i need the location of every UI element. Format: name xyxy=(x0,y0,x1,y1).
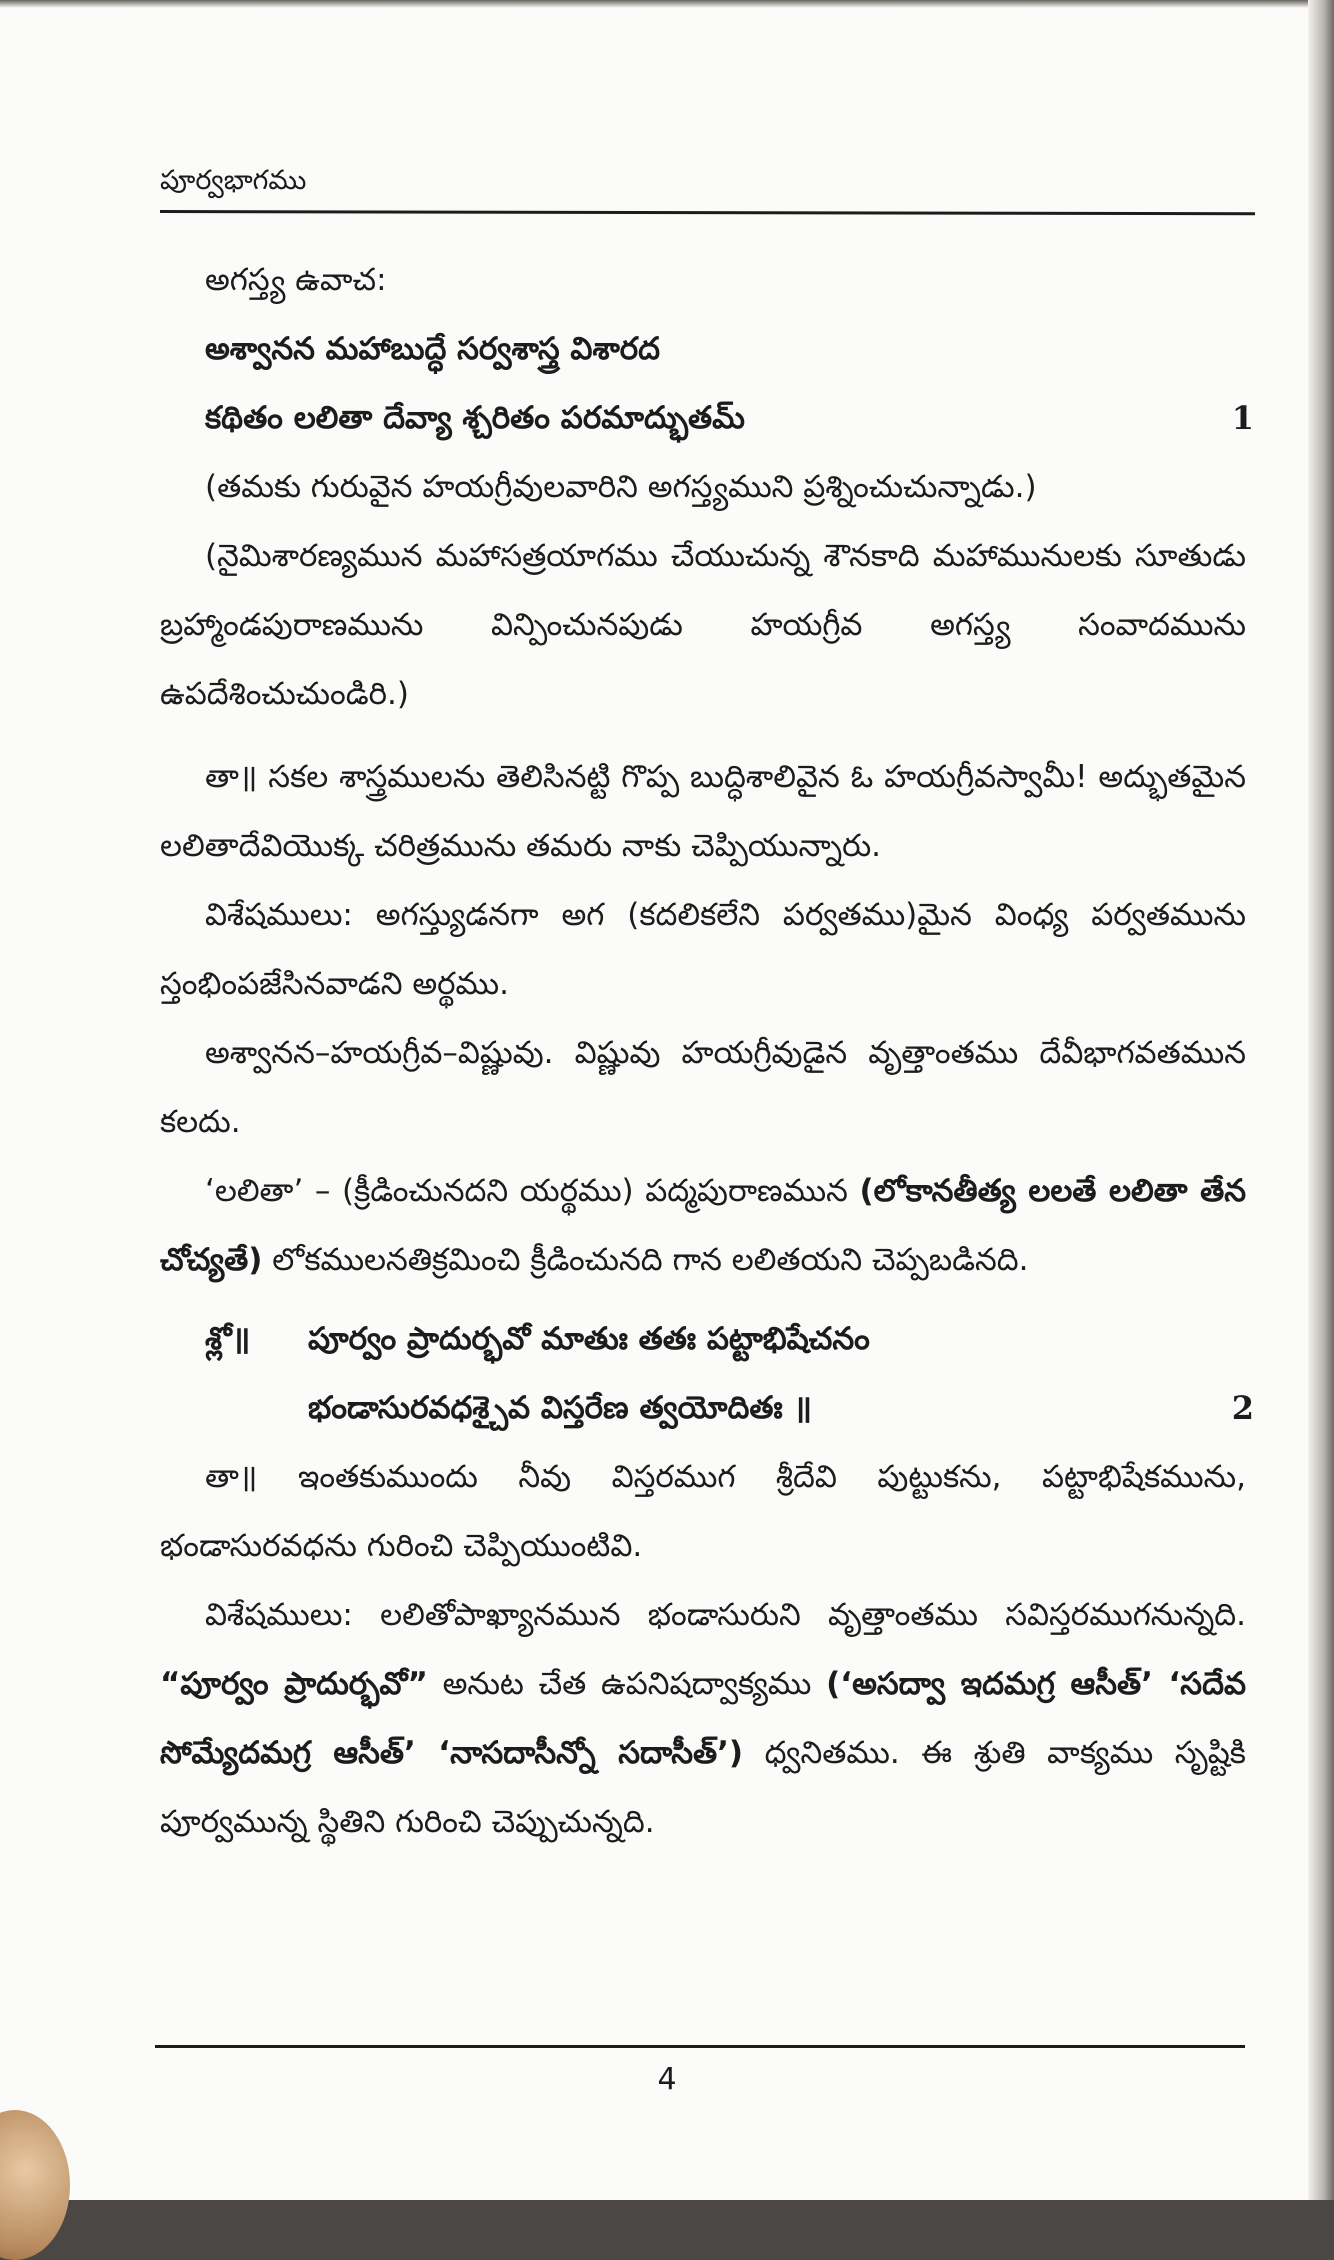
thumb xyxy=(0,2110,70,2260)
verse-1 xyxy=(160,315,1254,453)
note-1: (తమకు గురువైన హయగ్రీవులవారిని అగస్త్యముని ప్రశ్నించుచున్నాడు.) xyxy=(205,469,1037,505)
lalita-part-2: లోకములనతిక్రమించి క్రీడించునది గాన లలితయని చెప్పబడినది. xyxy=(262,1242,1029,1278)
special-3-bold-2: (‘అసద్వా ఇదమగ్ర ఆసీత్’ ‘సదేవ సోమ్యేదమగ్ర ఆసీత్’ ‘నాసదాసీన్నో సదాసీత్’) xyxy=(160,1666,1246,1771)
sloka-label: శ్లో॥ xyxy=(205,1321,251,1357)
special-3-part-3: ధ్వనితము. ఈ శ్రుతి వాక్యము సృష్టికి పూర్వమున్న స్థితిని గురించి చెప్పుచున్నది. xyxy=(160,1735,1246,1840)
special-3-part-2: అనుట చేత ఉపనిషద్వాక్యము xyxy=(427,1666,827,1702)
footer-rule xyxy=(155,2045,1245,2048)
special-1: విశేషములు: అగస్త్యుడనగా అగ (కదలికలేని పర్వతము)మైన వింధ్య పర్వతమును స్తంభింపజేసినవాడని అర్థము. xyxy=(160,897,1246,1002)
special-3-bold-1: “పూర్వం ప్రాదుర్భవో” xyxy=(160,1666,428,1702)
special-2: అశ్వానన–హయగ్రీవ–విష్ణువు. విష్ణువు హయగ్రీవుడైన వృత్తాంతము దేవీభాగవతమున కలదు. xyxy=(160,1035,1246,1140)
page-binding-edge xyxy=(1308,0,1334,2200)
special-3 xyxy=(160,1581,1246,1857)
sloka-2-line-2-text: భండాసురవధశ్చైవ విస్తరేణ త్వయోదితః ॥ xyxy=(308,1390,812,1426)
sloka-2-line-2 xyxy=(160,1374,1254,1443)
lalita-part-1: ‘లలితా’ – (క్రీడించునదని యర్థము) పద్మపురాణమున xyxy=(205,1173,860,1209)
verse-1-line-2-text: కథితం లలితా దేవ్యా శ్చరితం పరమాద్భుతమ్ xyxy=(205,400,745,436)
meaning-2: తా॥ ఇంతకుముందు నీవు విస్తరముగ శ్రీదేవి పుట్టుకను, పట్టాభిషేకమును, భండాసురవధను గురించి చెప్పియుంటివి. xyxy=(160,1459,1246,1564)
verse-1-line-2 xyxy=(160,384,1254,453)
special-3-part-1: విశేషములు: లలితోపాఖ్యానమున భండాసురుని వృత్తాంతము సవిస్తరముగనున్నది. xyxy=(205,1597,1246,1633)
meaning-1: తా॥ సకల శాస్త్రములను తెలిసినట్టి గొప్ప బుద్ధిశాలివైన ఓ హయగ్రీవస్వామీ! అద్భుతమైన లలితాదేవియొక్క చరిత్రమును తమరు నాకు చెప్పియున్నారు. xyxy=(160,759,1246,864)
sloka-2 xyxy=(160,1305,1254,1443)
sloka-2-line-1-text: పూర్వం ప్రాదుర్భవో మాతుః తతః పట్టాభిషేచనం xyxy=(308,1321,870,1357)
note-2: (నైమిశారణ్యమున మహాసత్రయాగము చేయుచున్న శౌనకాది మహామునులకు సూతుడు బ్రహ్మాండపురాణమును విన్పించునపుడు హయగ్రీవ అగస్త్య సంవాదమును ఉపదేశించుచుండిరి.) xyxy=(160,538,1246,712)
page-top-shadow xyxy=(0,0,1334,8)
header-rule xyxy=(160,210,1255,215)
verse-1-number: 1 xyxy=(1231,399,1254,437)
page-content xyxy=(160,246,1254,1857)
sloka-2-number: 2 xyxy=(1231,1389,1254,1427)
running-head: పూర్వభాగము xyxy=(160,165,307,196)
verse-1-line-1: అశ్వానన మహాబుద్ధే సర్వశాస్త్ర విశారద xyxy=(205,331,661,367)
lalita-bold-quote: (లోకానతీత్య లలతే లలితా తేన చోచ్యతే) xyxy=(160,1173,1246,1278)
page-number: 4 xyxy=(657,2062,677,2097)
sloka-2-line-1 xyxy=(160,1305,1246,1374)
speaker-line: అగస్త్య ఉవాచ: xyxy=(205,262,387,298)
lalita-paragraph xyxy=(160,1157,1246,1295)
